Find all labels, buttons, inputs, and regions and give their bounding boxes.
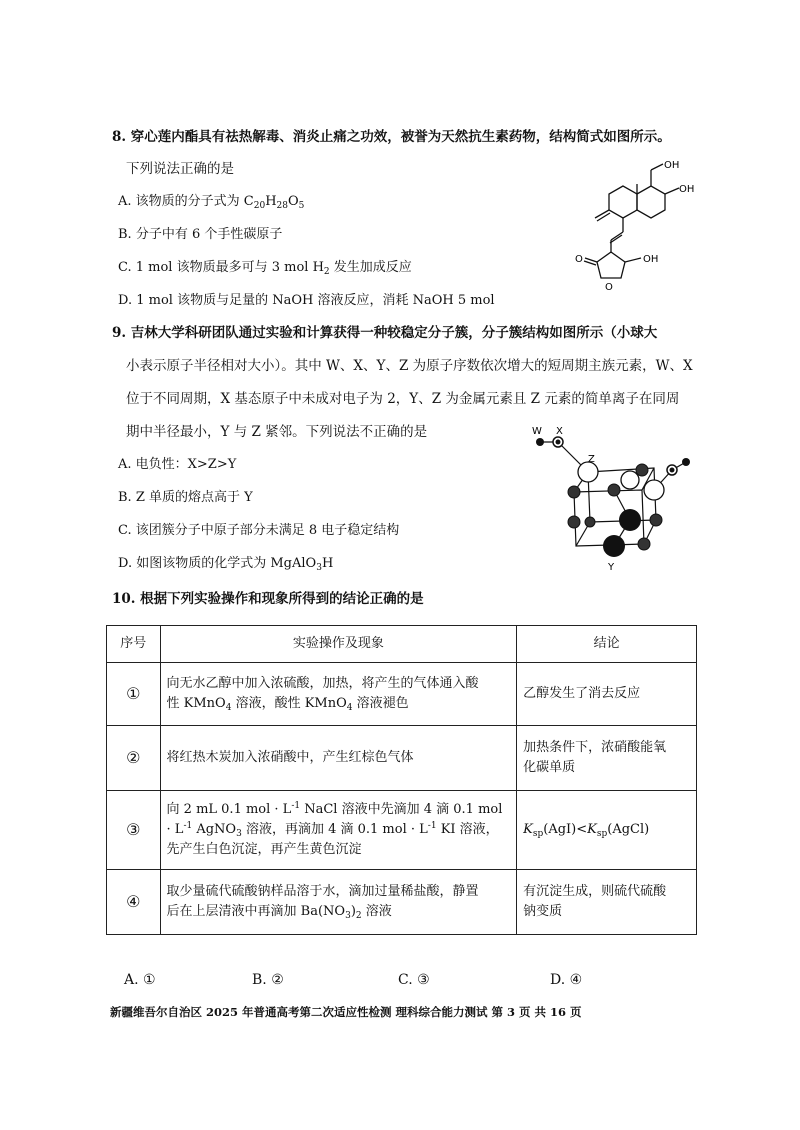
header-number: 序号	[107, 626, 161, 663]
row-operation: 取少量硫代硫酸钠样品溶于水，滴加过量稀盐酸，静置 后在上层清液中再滴加 $Ba(NO_3)_2$ 溶液	[160, 870, 517, 935]
row-conclusion: 乙醇发生了消去反应	[517, 663, 697, 726]
q10-answer-d: D. ④	[550, 972, 583, 988]
row-operation: 将红热木炭加入浓硝酸中，产生红棕色气体	[160, 726, 517, 791]
row-conclusion: 有沉淀生成，则硫代硫酸 钠变质	[517, 870, 697, 935]
q9-option-c: C. 该团簇分子中原子部分未满足 8 电子稳定结构	[118, 523, 400, 538]
ring-o-label: O	[605, 282, 613, 293]
table-row	[107, 663, 697, 726]
q8-option-b: B. 分子中有 6 个手性碳原子	[118, 227, 283, 242]
carbonyl-o-label: O	[575, 254, 583, 265]
q9-line-3: 位于不同周期，X 基态原子中未成对电子为 2，Y、Z 为金属元素且 Z 元素的简单离子在同周	[126, 391, 680, 407]
page-footer: 新疆维吾尔自治区 2025 年普通高考第二次适应性检测 理科综合能力测试 第 3 页 共 16 页	[110, 1005, 582, 1019]
y-label: Y	[608, 562, 615, 573]
header-operation: 实验操作及现象	[160, 626, 517, 663]
header-conclusion: 结论	[517, 626, 697, 663]
q9-line-2: 小表示原子半径相对大小）。其中 W、X、Y、Z 为原子序数依次增大的短周期主族元素，W、X	[126, 358, 693, 374]
experiment-table	[106, 625, 697, 935]
q10-answer-a: A. ①	[124, 972, 156, 988]
row-conclusion: $K_{sp}(AgI)<K_{sp}(AgCl)$	[517, 791, 697, 870]
row-conclusion: 加热条件下，浓硝酸能氧 化碳单质	[517, 726, 697, 791]
q10-stem: 10. 根据下列实验操作和现象所得到的结论正确的是	[112, 591, 424, 607]
row-operation: 向 2 mL 0.1 mol · $L^{-1}$ NaCl 溶液中先滴加 4 滴 0.1 mol · $L^{-1}$ AgNO$_3$ 溶液，再滴加 4 滴 0.1 mol · $L^{-1}$ KI 溶液， 先产生白色沉淀，再产生黄色沉淀	[160, 791, 517, 870]
table-header-row	[107, 626, 697, 663]
q8-prompt: 下列说法正确的是	[126, 161, 234, 177]
q9-option-b: B. Z 单质的熔点高于 Y	[118, 490, 253, 505]
q8-structure-diagram	[565, 152, 700, 312]
q9-line-1: 9. 吉林大学科研团队通过实验和计算获得一种较稳定分子簇，分子簇结构如图所示（小球大	[112, 325, 658, 341]
q9-option-a: A. 电负性：X>Z>Y	[118, 457, 237, 472]
oh-top-label: OH	[664, 160, 680, 171]
q9-cluster-diagram	[522, 420, 702, 580]
q8-option-d: D. 1 mol 该物质与足量的 NaOH 溶液反应，消耗 NaOH 5 mol	[118, 293, 495, 308]
row-number: ④	[107, 870, 161, 935]
row-number: ①	[107, 663, 161, 726]
row-number: ③	[107, 791, 161, 870]
q9-line-4: 期中半径最小，Y 与 Z 紧邻。下列说法不正确的是	[126, 424, 428, 440]
oh-ring-label: OH	[643, 254, 659, 265]
x-label: X	[556, 426, 563, 437]
q10-answer-c: C. ③	[398, 972, 430, 988]
table-row	[107, 726, 697, 791]
row-number: ②	[107, 726, 161, 791]
table-row	[107, 870, 697, 935]
w-label: W	[532, 426, 542, 437]
q10-answer-b: B. ②	[252, 972, 284, 988]
q8-option-a: A. 该物质的分子式为 $C_{20}H_{28}O_5$	[118, 194, 305, 211]
q8-stem: 8. 穿心莲内酯具有祛热解毒、消炎止痛之功效，被誉为天然抗生素药物，结构简式如图所示。	[112, 129, 671, 145]
q8-option-c: C. 1 mol 该物质最多可与 3 mol $H_2$ 发生加成反应	[118, 260, 412, 277]
q9-option-d: D. 如图该物质的化学式为 MgAlO$_3$H	[118, 556, 334, 573]
row-operation: 向无水乙醇中加入浓硫酸，加热，将产生的气体通入酸 性 KMnO$_4$ 溶液，酸性 KMnO$_4$ 溶液褪色	[160, 663, 517, 726]
z-label: Z	[588, 454, 595, 465]
oh-right-label: OH	[679, 184, 695, 195]
table-row	[107, 791, 697, 870]
